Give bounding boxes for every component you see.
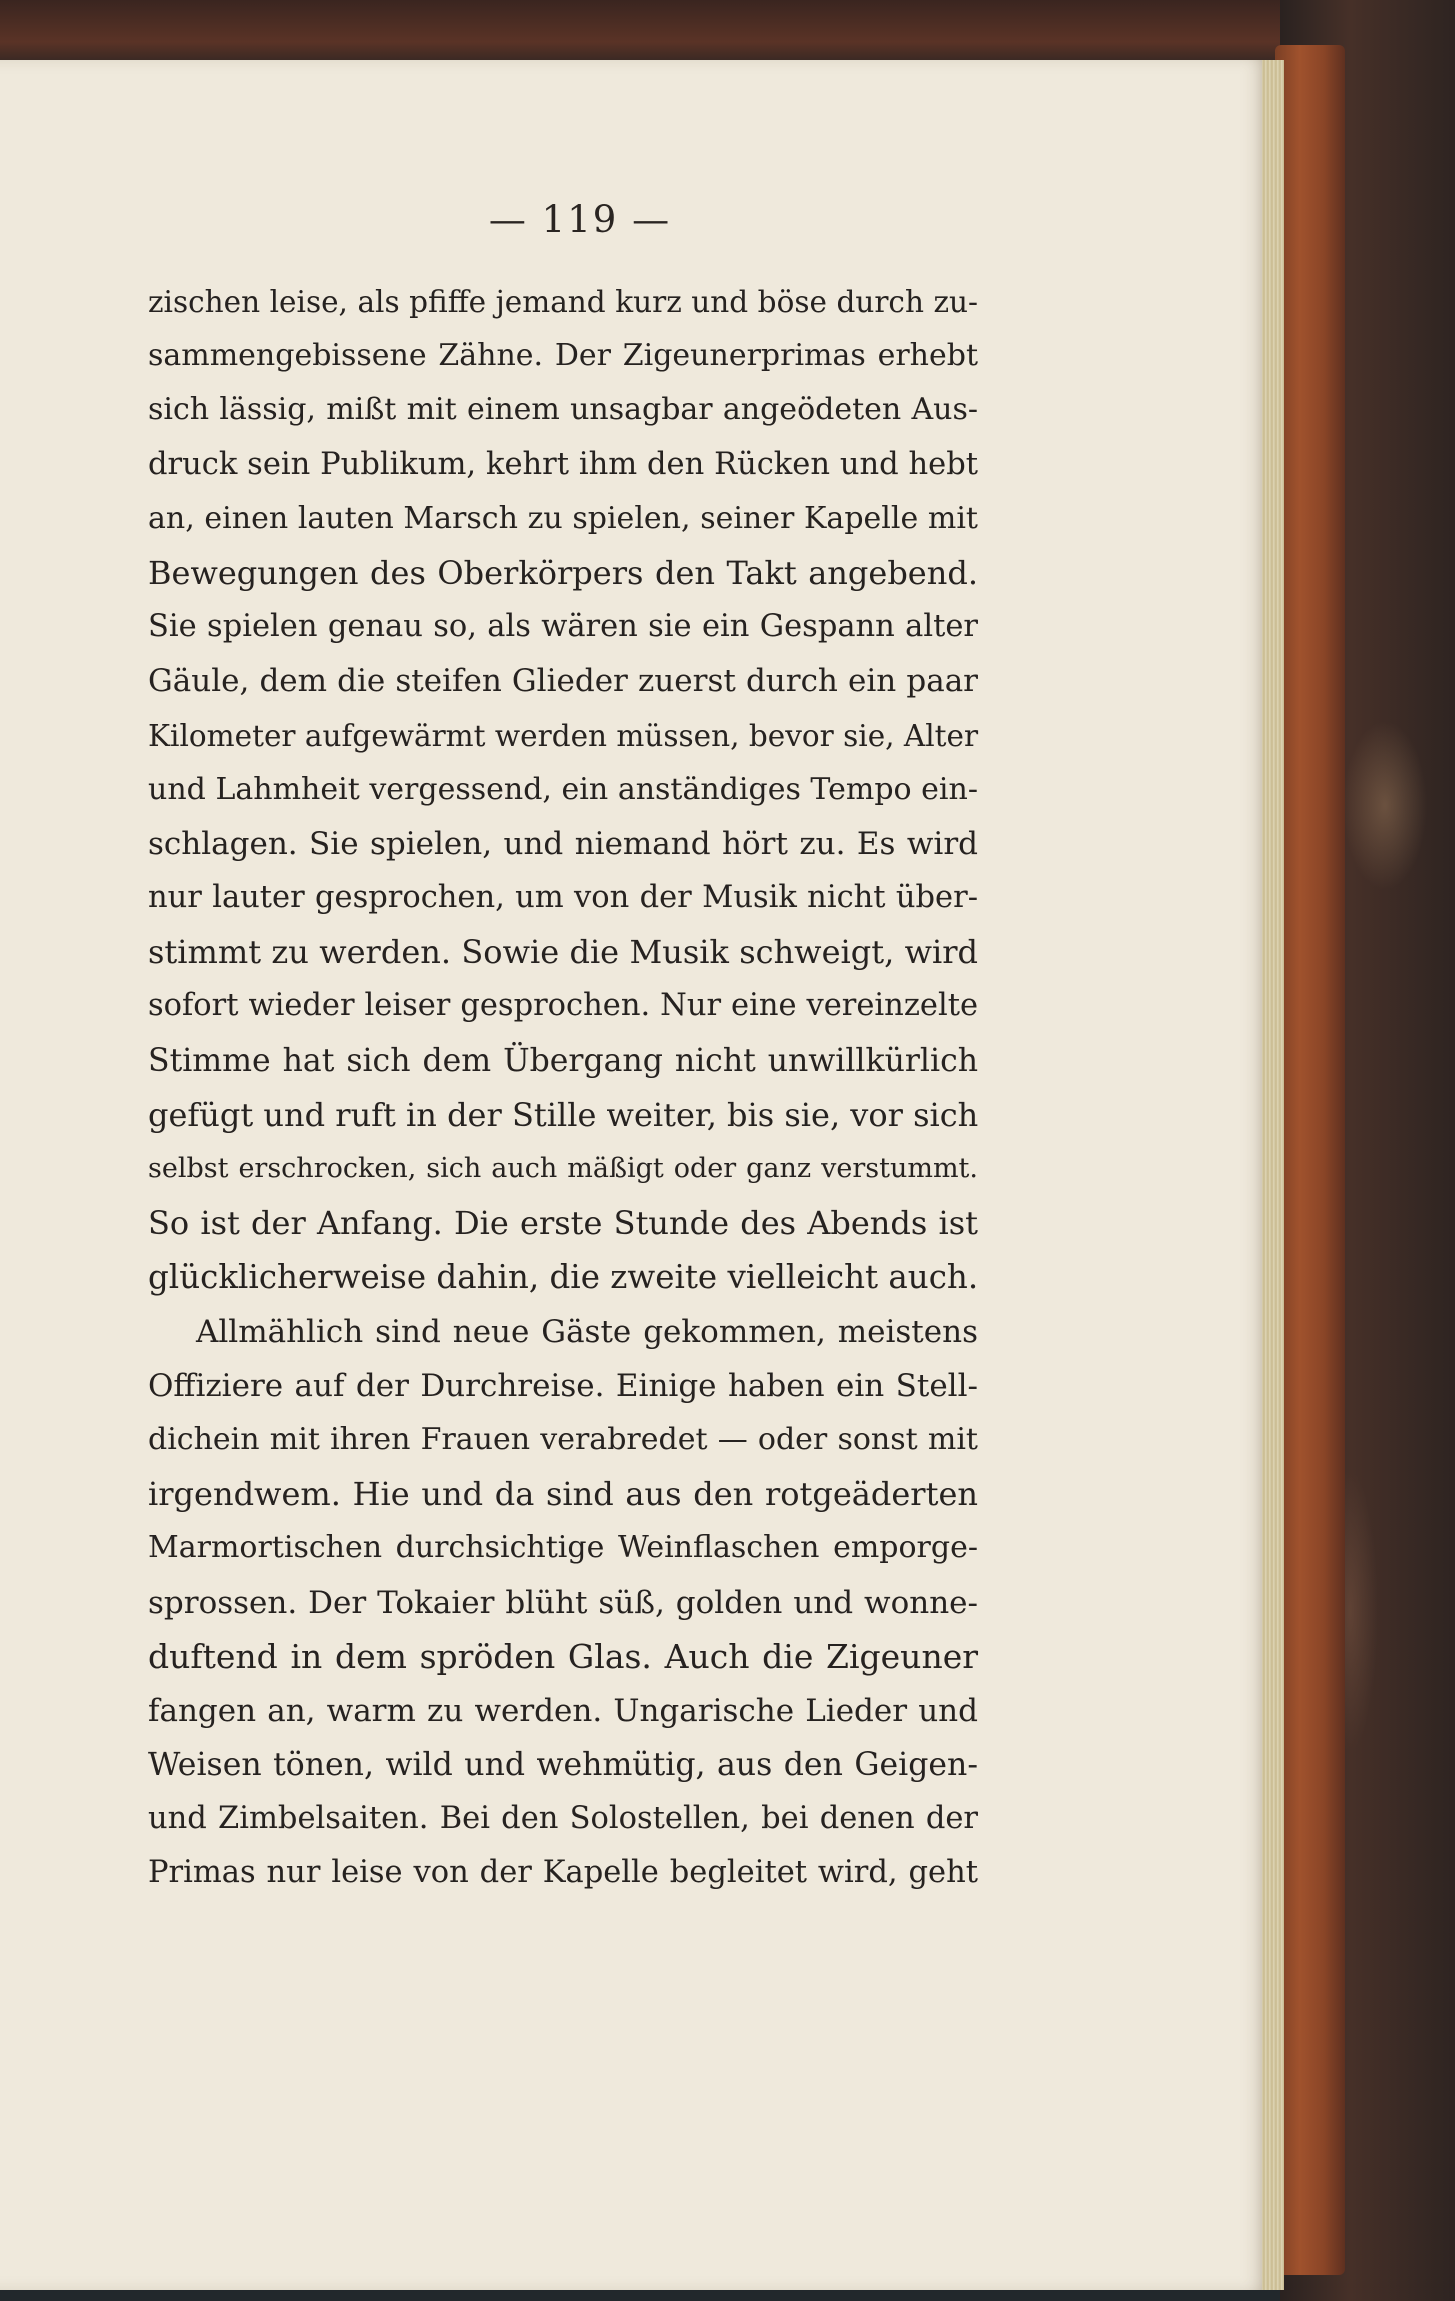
text-line: Weisen tönen, wild und wehmütig, aus den Geigen-	[148, 1747, 978, 1784]
text-line: stimmt zu werden. Sowie die Musik schweigt, wird	[148, 933, 978, 972]
page-number: — 119 —	[488, 198, 672, 241]
text-line: Offiziere auf der Durchreise. Einige haben ein Stell-	[148, 1367, 978, 1404]
text-line: dichein mit ihren Frauen verabredet — oder sonst mit	[148, 1421, 978, 1457]
text-line: Stimme hat sich dem Übergang nicht unwillkürlich	[148, 1042, 978, 1079]
text-line: Bewegungen des Oberkörpers den Takt angebend.	[148, 553, 978, 592]
text-line: Kilometer aufgewärmt werden müssen, bevor sie, Alter	[148, 718, 979, 753]
text-line: und Lahmheit vergessend, ein anständiges Tempo ein-	[148, 771, 978, 807]
text-line: an, einen lauten Marsch zu spielen, seiner Kapelle mit	[148, 500, 978, 536]
text-line: und Zimbelsaiten. Bei den Solostellen, bei denen der	[148, 1801, 978, 1837]
text-line: Gäule, dem die steifen Glieder zuerst durch ein paar	[148, 663, 978, 700]
text-line: sofort wieder leiser gesprochen. Nur eine vereinzelte	[148, 988, 978, 1024]
text-line: duftend in dem spröden Glas. Auch die Zigeuner	[148, 1636, 978, 1676]
text-line: sprossen. Der Tokaier blüht süß, golden und wonne-	[148, 1584, 978, 1621]
text-line: sammengebissene Zähne. Der Zigeunerprimas erhebt	[148, 338, 978, 374]
text-line: schlagen. Sie spielen, und niemand hört zu. Es wird	[148, 825, 978, 862]
text-line: zischen leise, als pfiffe jemand kurz und böse durch zu-	[148, 285, 978, 319]
text-line: gefügt und ruft in der Stille weiter, bis sie, vor sich	[148, 1095, 979, 1134]
text-line: Marmortischen durchsichtige Weinflaschen emporge-	[148, 1530, 978, 1566]
text-line: irgendwem. Hie und da sind aus den rotgeäderten	[148, 1475, 978, 1514]
body-text	[148, 275, 978, 1901]
text-line: So ist der Anfang. Die erste Stunde des Abends ist	[148, 1204, 978, 1243]
text-line: nur lauter gesprochen, um von der Musik nicht über-	[148, 880, 978, 916]
text-line: Allmählich sind neue Gäste gekommen, meistens	[196, 1313, 978, 1350]
text-line: selbst erschrocken, sich auch mäßigt oder ganz verstummt.	[148, 1153, 978, 1184]
text-line: fangen an, warm zu werden. Ungarische Lieder und	[148, 1692, 978, 1729]
text-line: Primas nur leise von der Kapelle begleitet wird, geht	[148, 1855, 978, 1891]
page-edges	[1262, 60, 1284, 2290]
leather-binding-edge	[1275, 45, 1345, 2275]
text-line: glücklicherweise dahin, die zweite vielleicht auch.	[148, 1258, 979, 1297]
text-line: Sie spielen genau so, als wären sie ein Gespann alter	[148, 609, 978, 645]
text-line: sich lässig, mißt mit einem unsagbar angeödeten Aus-	[148, 392, 978, 428]
text-line: druck sein Publikum, kehrt ihm den Rücken und hebt	[148, 446, 978, 482]
